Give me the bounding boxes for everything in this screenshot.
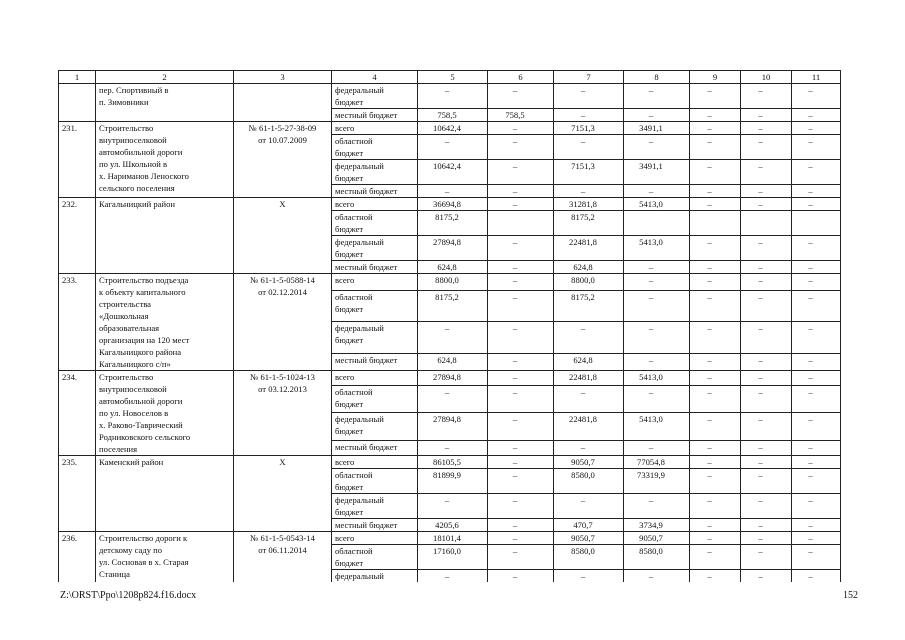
item-number: [59, 84, 96, 122]
amount-cell: –: [488, 198, 554, 211]
amount-cell: –: [554, 441, 624, 456]
amount-cell: 27894,8: [418, 236, 488, 261]
item-name: Каменский район: [96, 456, 234, 532]
item-number: 233.: [59, 274, 96, 371]
amount-cell: –: [690, 371, 741, 386]
amount-cell: –: [792, 322, 841, 354]
amount-cell: –: [741, 160, 792, 185]
amount-cell: –: [624, 322, 690, 354]
amount-cell: –: [488, 160, 554, 185]
amount-cell: –: [690, 236, 741, 261]
amount-cell: –: [624, 494, 690, 519]
funding-source: федеральный бюджет: [332, 160, 418, 185]
table-row: [59, 274, 841, 291]
funding-source: федеральный бюджет: [332, 413, 418, 441]
amount-cell: 3491,1: [624, 160, 690, 185]
amount-cell: –: [554, 570, 624, 583]
amount-cell: –: [624, 109, 690, 122]
page-number: 152: [843, 590, 858, 601]
amount-cell: –: [792, 198, 841, 211]
amount-cell: –: [690, 274, 741, 291]
amount-cell: 9050,7: [554, 456, 624, 469]
item-name: Строительство дороги к детскому саду по ул. Сосновая в х. Старая Станица: [96, 532, 234, 583]
table-row: [59, 371, 841, 386]
amount-cell: –: [690, 160, 741, 185]
funding-source: всего: [332, 274, 418, 291]
amount-cell: –: [792, 236, 841, 261]
amount-cell: –: [690, 385, 741, 413]
amount-cell: –: [792, 122, 841, 135]
amount-cell: –: [488, 290, 554, 322]
amount-cell: –: [690, 570, 741, 583]
item-name: Строительство внутрипоселковой автомобильной дороги по ул. Школьной в х. Нариманов Леноского сельского поселения: [96, 122, 234, 198]
document-number: № 61-1-5-0543-14 от 06.11.2014: [234, 532, 332, 583]
amount-cell: –: [488, 532, 554, 545]
funding-source: всего: [332, 371, 418, 386]
table-row: [59, 122, 841, 135]
amount-cell: –: [488, 385, 554, 413]
amount-cell: 73319,9: [624, 469, 690, 494]
amount-cell: –: [488, 519, 554, 532]
amount-cell: –: [418, 185, 488, 198]
amount-cell: 8580,0: [624, 545, 690, 570]
amount-cell: –: [741, 494, 792, 519]
amount-cell: 10642,4: [418, 160, 488, 185]
amount-cell: 10642,4: [418, 122, 488, 135]
table-row: [59, 84, 841, 109]
item-name: пер. Спортивный в п. Зимовники: [96, 84, 234, 122]
funding-source: всего: [332, 198, 418, 211]
amount-cell: –: [624, 84, 690, 109]
amount-cell: –: [690, 494, 741, 519]
amount-cell: –: [418, 385, 488, 413]
amount-cell: –: [792, 385, 841, 413]
funding-source: федеральный бюджет: [332, 236, 418, 261]
amount-cell: [690, 211, 741, 236]
amount-cell: –: [792, 274, 841, 291]
amount-cell: –: [690, 198, 741, 211]
funding-source: местный бюджет: [332, 519, 418, 532]
amount-cell: –: [690, 84, 741, 109]
amount-cell: –: [488, 322, 554, 354]
amount-cell: –: [690, 545, 741, 570]
amount-cell: –: [741, 441, 792, 456]
amount-cell: –: [690, 469, 741, 494]
funding-source: всего: [332, 122, 418, 135]
amount-cell: –: [624, 570, 690, 583]
document-number: Х: [234, 456, 332, 532]
amount-cell: 624,8: [418, 354, 488, 371]
item-name: Строительство внутрипоселковой автомобильной дороги по ул. Новоселов в х. Раково-Таврический Родниковского сельского поселения: [96, 371, 234, 456]
amount-cell: –: [741, 185, 792, 198]
amount-cell: 624,8: [418, 261, 488, 274]
amount-cell: –: [624, 274, 690, 291]
amount-cell: –: [741, 532, 792, 545]
amount-cell: 81899,9: [418, 469, 488, 494]
table-row: [59, 198, 841, 211]
amount-cell: 8800,0: [418, 274, 488, 291]
amount-cell: –: [741, 570, 792, 583]
amount-cell: –: [741, 135, 792, 160]
funding-source: местный бюджет: [332, 354, 418, 371]
item-number: 231.: [59, 122, 96, 198]
amount-cell: –: [690, 532, 741, 545]
funding-source: областной бюджет: [332, 211, 418, 236]
funding-source: областной бюджет: [332, 135, 418, 160]
amount-cell: 5413,0: [624, 413, 690, 441]
amount-cell: –: [488, 371, 554, 386]
amount-cell: –: [488, 122, 554, 135]
amount-cell: –: [690, 122, 741, 135]
amount-cell: –: [741, 469, 792, 494]
amount-cell: –: [488, 236, 554, 261]
amount-cell: –: [792, 135, 841, 160]
amount-cell: –: [741, 322, 792, 354]
amount-cell: 624,8: [554, 354, 624, 371]
amount-cell: –: [488, 261, 554, 274]
document-number: [234, 84, 332, 122]
amount-cell: 470,7: [554, 519, 624, 532]
amount-cell: –: [690, 290, 741, 322]
amount-cell: [741, 211, 792, 236]
column-number-7: 7: [554, 71, 624, 84]
amount-cell: 27894,8: [418, 413, 488, 441]
amount-cell: –: [741, 519, 792, 532]
amount-cell: –: [690, 322, 741, 354]
amount-cell: –: [792, 469, 841, 494]
amount-cell: –: [792, 84, 841, 109]
document-number: № 61-1-5-27-38-09 от 10.07.2009: [234, 122, 332, 198]
amount-cell: [488, 211, 554, 236]
amount-cell: –: [690, 456, 741, 469]
funding-source: областной бюджет: [332, 290, 418, 322]
budget-table: [58, 70, 841, 582]
amount-cell: 5413,0: [624, 236, 690, 261]
document-number: № 61-1-5-1024-13 от 03.12.2013: [234, 371, 332, 456]
funding-source: местный бюджет: [332, 441, 418, 456]
amount-cell: –: [488, 469, 554, 494]
amount-cell: 8580,0: [554, 469, 624, 494]
column-number-9: 9: [690, 71, 741, 84]
amount-cell: –: [690, 354, 741, 371]
item-number: 232.: [59, 198, 96, 274]
amount-cell: –: [741, 198, 792, 211]
amount-cell: 9050,7: [624, 532, 690, 545]
amount-cell: 4205,6: [418, 519, 488, 532]
column-number-6: 6: [488, 71, 554, 84]
amount-cell: 3734,9: [624, 519, 690, 532]
amount-cell: –: [690, 441, 741, 456]
amount-cell: –: [792, 185, 841, 198]
column-number-8: 8: [624, 71, 690, 84]
amount-cell: –: [488, 570, 554, 583]
amount-cell: –: [792, 261, 841, 274]
amount-cell: –: [488, 185, 554, 198]
amount-cell: –: [488, 456, 554, 469]
amount-cell: 8175,2: [554, 211, 624, 236]
funding-source: всего: [332, 532, 418, 545]
amount-cell: 5413,0: [624, 198, 690, 211]
amount-cell: –: [741, 109, 792, 122]
amount-cell: 8175,2: [418, 211, 488, 236]
table-row: [59, 532, 841, 545]
amount-cell: –: [418, 570, 488, 583]
item-name: Строительство подъезда к объекту капитального строительства «Дошкольная образовательная организация на 120 мест Кагальницкого района Кагальницкого с/п»: [96, 274, 234, 371]
amount-cell: –: [488, 84, 554, 109]
amount-cell: –: [554, 84, 624, 109]
amount-cell: –: [554, 322, 624, 354]
amount-cell: 77054,8: [624, 456, 690, 469]
amount-cell: –: [418, 322, 488, 354]
amount-cell: –: [792, 109, 841, 122]
amount-cell: –: [554, 385, 624, 413]
amount-cell: –: [554, 109, 624, 122]
funding-source: федеральный бюджет: [332, 84, 418, 109]
amount-cell: –: [792, 456, 841, 469]
amount-cell: –: [488, 494, 554, 519]
amount-cell: 9050,7: [554, 532, 624, 545]
amount-cell: –: [792, 354, 841, 371]
item-number: 234.: [59, 371, 96, 456]
amount-cell: –: [741, 290, 792, 322]
amount-cell: –: [741, 456, 792, 469]
amount-cell: –: [554, 185, 624, 198]
amount-cell: 758,5: [418, 109, 488, 122]
amount-cell: –: [418, 84, 488, 109]
amount-cell: 86105,5: [418, 456, 488, 469]
amount-cell: –: [792, 494, 841, 519]
amount-cell: –: [792, 519, 841, 532]
amount-cell: –: [690, 519, 741, 532]
amount-cell: –: [792, 570, 841, 583]
amount-cell: –: [624, 290, 690, 322]
amount-cell: –: [624, 135, 690, 160]
amount-cell: –: [418, 494, 488, 519]
item-number: 236.: [59, 532, 96, 583]
amount-cell: 22481,8: [554, 371, 624, 386]
amount-cell: 8800,0: [554, 274, 624, 291]
funding-source: областной бюджет: [332, 469, 418, 494]
header-row: [59, 71, 841, 84]
amount-cell: 27894,8: [418, 371, 488, 386]
amount-cell: –: [741, 385, 792, 413]
funding-source: местный бюджет: [332, 185, 418, 198]
amount-cell: 22481,8: [554, 236, 624, 261]
amount-cell: –: [741, 236, 792, 261]
amount-cell: –: [741, 84, 792, 109]
amount-cell: –: [488, 545, 554, 570]
amount-cell: –: [741, 545, 792, 570]
amount-cell: –: [690, 135, 741, 160]
funding-source: областной бюджет: [332, 385, 418, 413]
amount-cell: –: [741, 354, 792, 371]
amount-cell: –: [792, 532, 841, 545]
amount-cell: –: [488, 274, 554, 291]
amount-cell: –: [741, 371, 792, 386]
amount-cell: –: [690, 261, 741, 274]
amount-cell: 3491,1: [624, 122, 690, 135]
column-number-1: 1: [59, 71, 96, 84]
amount-cell: –: [554, 135, 624, 160]
amount-cell: –: [624, 354, 690, 371]
amount-cell: 7151,3: [554, 160, 624, 185]
amount-cell: –: [741, 413, 792, 441]
amount-cell: –: [792, 371, 841, 386]
funding-source: федеральный бюджет: [332, 322, 418, 354]
amount-cell: 758,5: [488, 109, 554, 122]
amount-cell: –: [690, 413, 741, 441]
amount-cell: 22481,8: [554, 413, 624, 441]
amount-cell: –: [624, 185, 690, 198]
amount-cell: 8175,2: [418, 290, 488, 322]
column-number-10: 10: [741, 71, 792, 84]
amount-cell: –: [624, 441, 690, 456]
funding-source: областной бюджет: [332, 545, 418, 570]
amount-cell: 624,8: [554, 261, 624, 274]
funding-source: местный бюджет: [332, 109, 418, 122]
document-number: № 61-1-5-0588-14 от 02.12.2014: [234, 274, 332, 371]
amount-cell: –: [741, 274, 792, 291]
column-number-5: 5: [418, 71, 488, 84]
amount-cell: –: [792, 290, 841, 322]
amount-cell: 5413,0: [624, 371, 690, 386]
amount-cell: –: [418, 135, 488, 160]
amount-cell: –: [741, 122, 792, 135]
amount-cell: 7151,3: [554, 122, 624, 135]
amount-cell: 36694,8: [418, 198, 488, 211]
column-number-11: 11: [792, 71, 841, 84]
document-number: Х: [234, 198, 332, 274]
amount-cell: 8580,0: [554, 545, 624, 570]
column-number-4: 4: [332, 71, 418, 84]
item-name: Кагальницкий район: [96, 198, 234, 274]
amount-cell: 17160,0: [418, 545, 488, 570]
column-number-3: 3: [234, 71, 332, 84]
amount-cell: –: [418, 441, 488, 456]
amount-cell: –: [792, 441, 841, 456]
amount-cell: 18101,4: [418, 532, 488, 545]
funding-source: местный бюджет: [332, 261, 418, 274]
amount-cell: –: [690, 109, 741, 122]
funding-source: всего: [332, 456, 418, 469]
item-number: 235.: [59, 456, 96, 532]
column-number-2: 2: [96, 71, 234, 84]
amount-cell: –: [624, 385, 690, 413]
amount-cell: –: [690, 185, 741, 198]
amount-cell: 8175,2: [554, 290, 624, 322]
amount-cell: [792, 211, 841, 236]
amount-cell: –: [741, 261, 792, 274]
amount-cell: –: [488, 413, 554, 441]
amount-cell: –: [488, 441, 554, 456]
amount-cell: –: [554, 494, 624, 519]
amount-cell: 31281,8: [554, 198, 624, 211]
file-path: Z:\ORST\Ppo\1208p824.f16.docx: [60, 590, 197, 601]
amount-cell: –: [792, 160, 841, 185]
amount-cell: –: [488, 354, 554, 371]
amount-cell: –: [624, 261, 690, 274]
amount-cell: [624, 211, 690, 236]
funding-source: федеральный: [332, 570, 418, 583]
amount-cell: –: [792, 413, 841, 441]
table-row: [59, 456, 841, 469]
amount-cell: –: [488, 135, 554, 160]
amount-cell: –: [792, 545, 841, 570]
funding-source: федеральный бюджет: [332, 494, 418, 519]
